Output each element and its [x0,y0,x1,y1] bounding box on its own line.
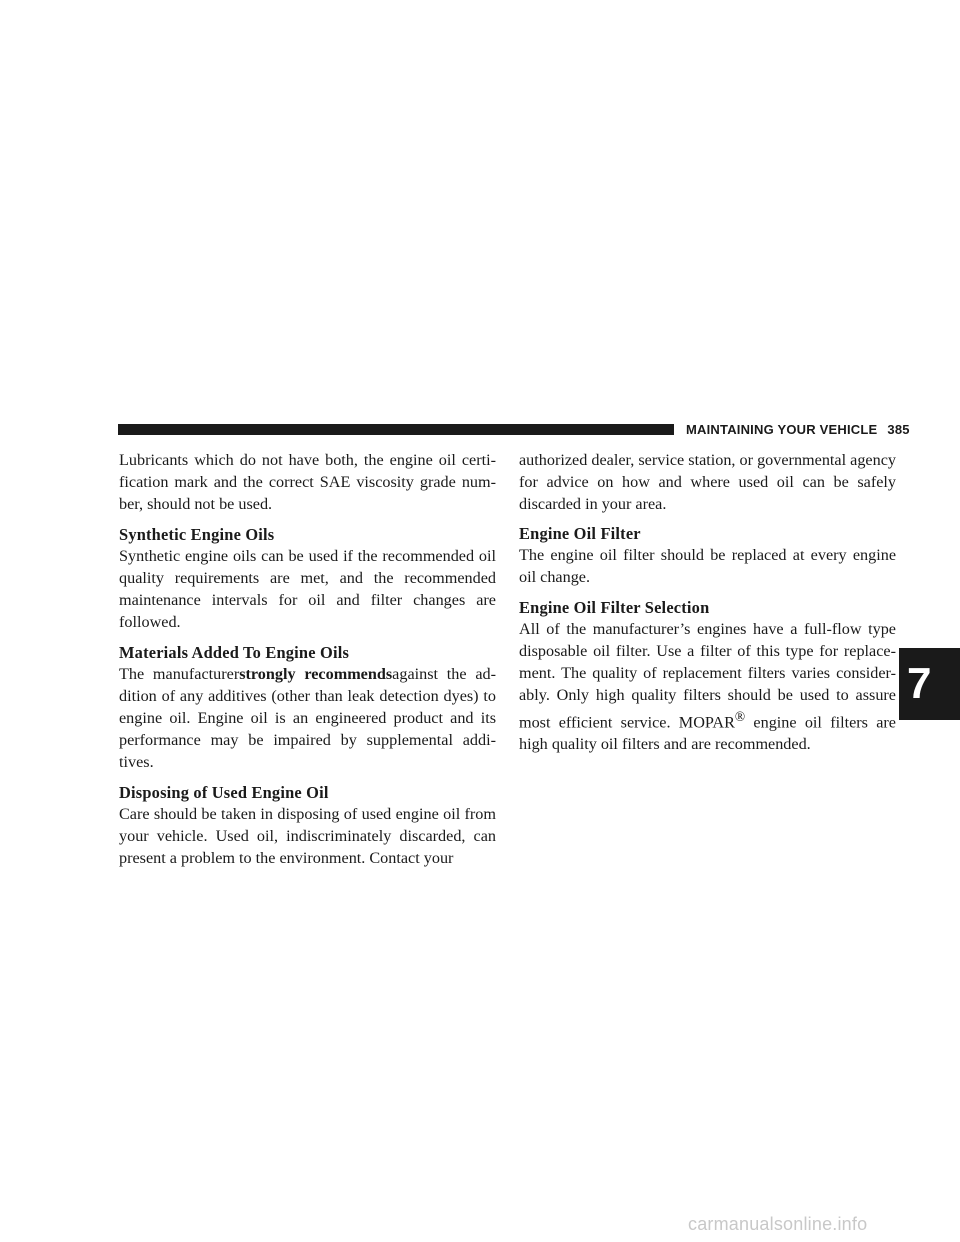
watermark: carmanualsonline.info [688,1214,868,1234]
synthetic-oils-heading: Synthetic Engine Oils [119,525,275,544]
chapter-number: 7 [907,659,932,708]
oil-filter-heading: Engine Oil Filter [519,524,641,543]
synthetic-oils-paragraph: Synthetic engine oils can be used if the recommended oil quality requirements are met, and the recommended maintenance intervals for oil and filter changes are followed. [119,547,496,631]
materials-added-heading: Materials Added To Engine Oils [119,643,350,662]
right-column [519,449,896,755]
disposing-oil-heading: Disposing of Used Engine Oil [119,783,329,802]
page-number: 385 [887,422,910,437]
intro-paragraph: Lubricants which do not have both, the engine oil certi- fication mark and the correct SAE viscosity grade num- ber, should not be used. [119,451,496,513]
header-rule [118,424,674,435]
running-header [686,421,910,439]
strongly-recommends-emphasis: strongly recommends [239,665,393,683]
materials-added-paragraph [119,663,496,773]
filter-selection-text: All of the manufacturer’s engines have a full-flow type disposable oil filter. Use a filter of this type for replace- ment. The quality of replacement filters varies consider- ably. Only high quality filters should be used to assure most efficient service. MOPAR [519,620,896,732]
section-title: MAINTAINING YOUR VEHICLE [686,422,878,437]
registered-trademark: ® [734,709,746,724]
filter-selection-text-end: engine oil filters are high quality oil filters and are recommended. [519,713,896,754]
materials-body-text: against the ad- dition of any additives (other than leak detection dyes) to engine oil. Engine oil is an engineered product and its performance may be impaired by supplemental addi- tives. [119,665,496,771]
oil-filter-paragraph: The engine oil filter should be replaced at every engine oil change. [519,546,896,586]
filter-selection-paragraph [519,618,896,755]
filter-selection-heading: Engine Oil Filter Selection [519,598,710,617]
left-column [119,449,496,869]
disposing-continued-paragraph: authorized dealer, service station, or governmental agency for advice on how and where used oil can be safely discarded in your area. [519,451,896,513]
disposing-oil-paragraph: Care should be taken in disposing of used engine oil from your vehicle. Used oil, indiscriminately discarded, can present a problem to the environment. Contact your [119,805,496,867]
materials-lead-text: The manufacturer [119,665,240,683]
